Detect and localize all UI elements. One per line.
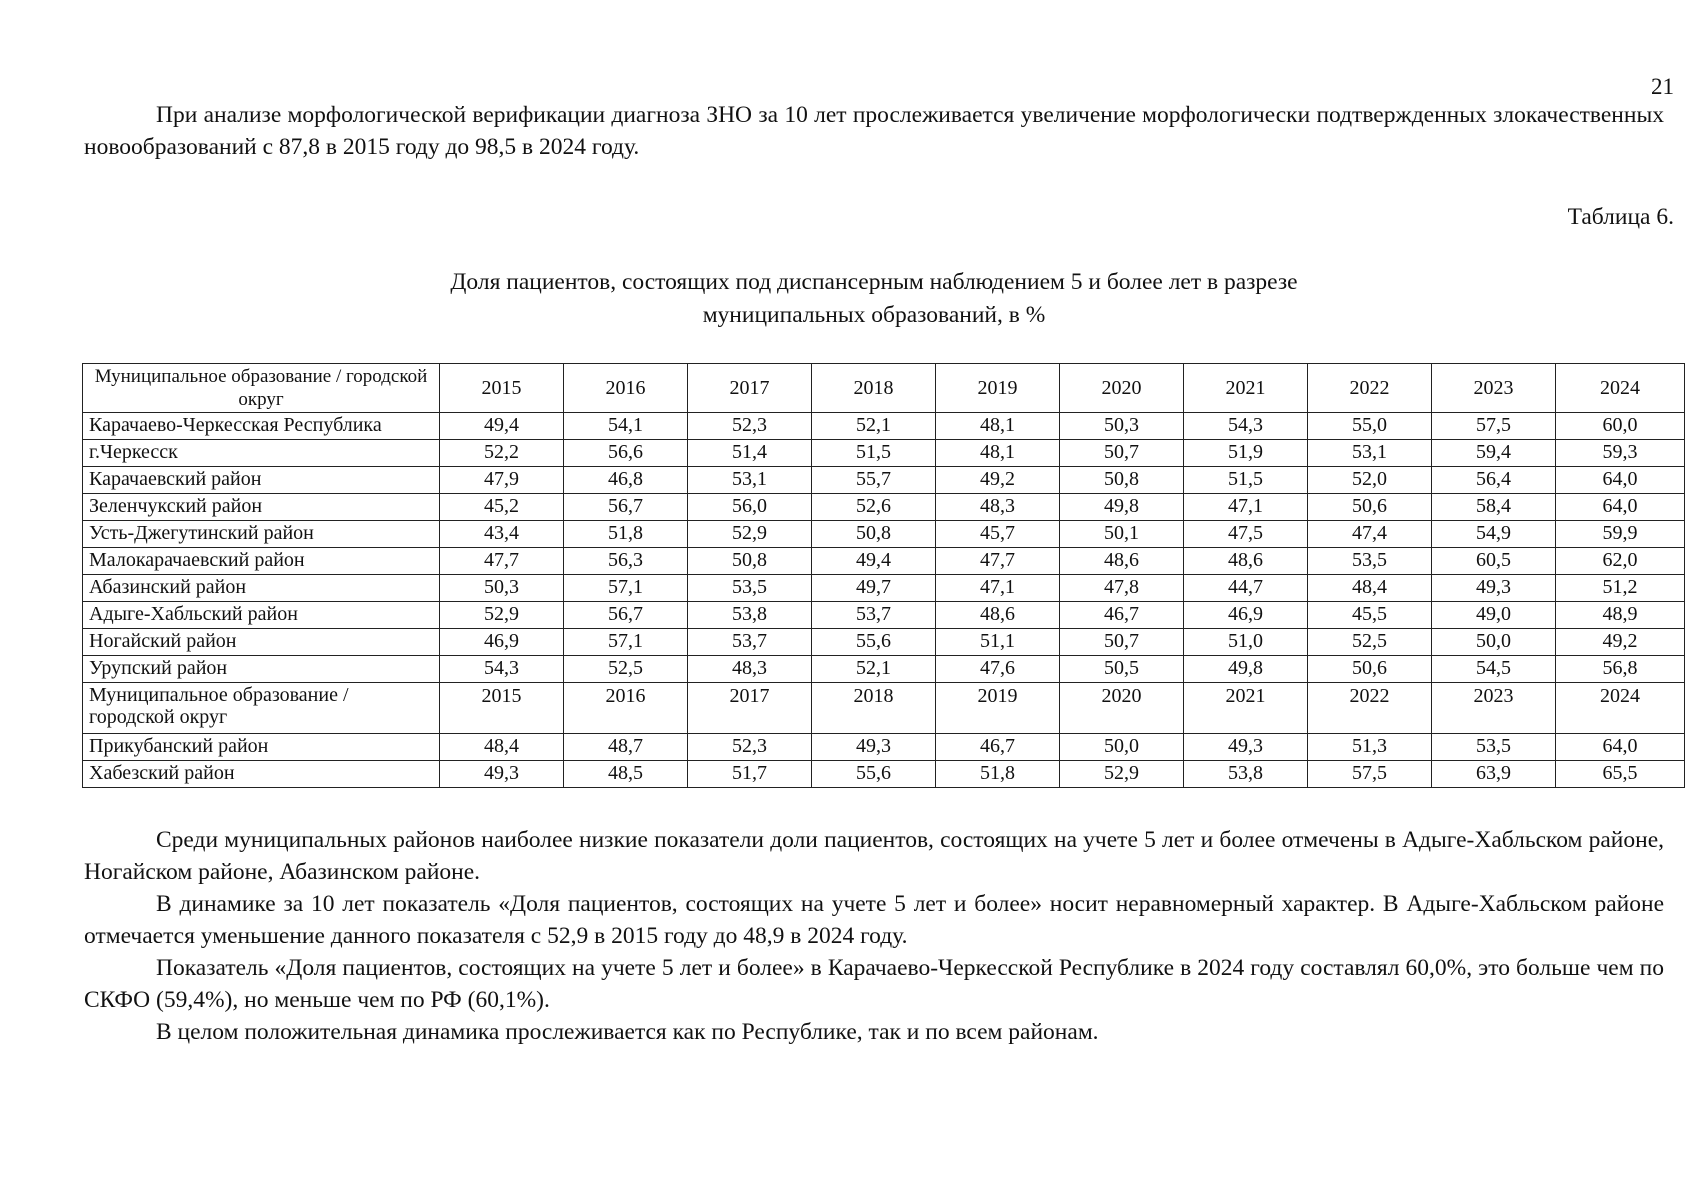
value-cell: 49,2 [1556,629,1685,656]
value-cell: 50,5 [1060,656,1184,683]
value-cell: 49,2 [936,467,1060,494]
value-cell: 49,3 [440,761,564,788]
value-cell: 51,1 [936,629,1060,656]
header-year-cell: 2020 [1060,364,1184,413]
value-cell: 47,9 [440,467,564,494]
value-cell: 53,7 [688,629,812,656]
value-cell: 53,1 [688,467,812,494]
value-cell: 46,9 [440,629,564,656]
value-cell: 55,7 [812,467,936,494]
value-cell: 49,4 [440,413,564,440]
value-cell: 50,8 [688,548,812,575]
row-name-cell: Урупский район [83,656,440,683]
value-cell: 47,5 [1184,521,1308,548]
value-cell: 43,4 [440,521,564,548]
row-name-cell: Прикубанский район [83,734,440,761]
value-cell: 50,1 [1060,521,1184,548]
value-cell: 56,7 [564,602,688,629]
value-cell: 45,7 [936,521,1060,548]
value-cell: 48,3 [688,656,812,683]
value-cell: 50,3 [1060,413,1184,440]
value-cell: 53,7 [812,602,936,629]
table-title-line-2: муниципальных образований, в % [702,302,1046,328]
row-name-cell: Хабезский район [83,761,440,788]
data-table [82,363,1685,788]
value-cell: 47,8 [1060,575,1184,602]
value-cell: 52,6 [812,494,936,521]
repeated-header-year-cell: 2018 [812,683,936,734]
header-year-cell: 2017 [688,364,812,413]
value-cell: 47,1 [1184,494,1308,521]
repeated-header-year-cell: 2021 [1184,683,1308,734]
value-cell: 51,7 [688,761,812,788]
repeated-header-name-cell: Муниципальное образование / городской округ [83,683,440,734]
value-cell: 53,5 [1308,548,1432,575]
value-cell: 63,9 [1432,761,1556,788]
findings-paragraph: Показатель «Доля пациентов, состоящих на учете 5 лет и более» в Карачаево-Черкесской Республике в 2024 году составлял 60,0%, это больше чем по СКФО (59,4%), но меньше чем по РФ (60,1%). [84,955,1664,1013]
row-name-cell: Адыге-Хабльский район [83,602,440,629]
value-cell: 52,2 [440,440,564,467]
value-cell: 46,8 [564,467,688,494]
header-year-cell: 2024 [1556,364,1685,413]
value-cell: 56,7 [564,494,688,521]
value-cell: 53,8 [688,602,812,629]
value-cell: 51,3 [1308,734,1432,761]
value-cell: 58,4 [1432,494,1556,521]
repeated-header-row [83,683,1685,734]
value-cell: 54,5 [1432,656,1556,683]
value-cell: 50,3 [440,575,564,602]
intro-section [84,99,1664,163]
value-cell: 51,5 [1184,467,1308,494]
value-cell: 48,1 [936,413,1060,440]
value-cell: 53,8 [1184,761,1308,788]
value-cell: 56,0 [688,494,812,521]
value-cell: 48,4 [440,734,564,761]
value-cell: 54,9 [1432,521,1556,548]
findings-paragraph: В динамике за 10 лет показатель «Доля пациентов, состоящих на учете 5 лет и более» носит неравномерный характер. В Адыге-Хабльском районе отмечается уменьшение данного показателя с 52,9 в 2015 году до 48,9 в 2024 году. [84,891,1664,949]
table-row [83,629,1685,656]
row-name-cell: г.Черкесск [83,440,440,467]
header-name-cell: Муниципальное образование / городской округ [83,364,440,413]
value-cell: 64,0 [1556,467,1685,494]
value-cell: 50,0 [1060,734,1184,761]
value-cell: 46,9 [1184,602,1308,629]
table-header-row [83,364,1685,413]
value-cell: 56,3 [564,548,688,575]
value-cell: 54,3 [1184,413,1308,440]
row-name-cell: Усть-Джегутинский район [83,521,440,548]
findings-paragraph: Среди муниципальных районов наиболее низкие показатели доли пациентов, состоящих на учете 5 лет и более отмечены в Адыге-Хабльском районе, Ногайском районе, Абазинском районе. [84,827,1664,885]
value-cell: 49,0 [1432,602,1556,629]
value-cell: 50,0 [1432,629,1556,656]
value-cell: 56,8 [1556,656,1685,683]
value-cell: 45,2 [440,494,564,521]
value-cell: 52,9 [1060,761,1184,788]
value-cell: 55,6 [812,761,936,788]
value-cell: 62,0 [1556,548,1685,575]
value-cell: 50,6 [1308,656,1432,683]
value-cell: 65,5 [1556,761,1685,788]
value-cell: 52,3 [688,734,812,761]
value-cell: 51,9 [1184,440,1308,467]
value-cell: 49,3 [1432,575,1556,602]
value-cell: 55,6 [812,629,936,656]
value-cell: 51,2 [1556,575,1685,602]
repeated-header-year-cell: 2019 [936,683,1060,734]
repeated-header-year-cell: 2016 [564,683,688,734]
value-cell: 59,3 [1556,440,1685,467]
value-cell: 51,5 [812,440,936,467]
value-cell: 48,4 [1308,575,1432,602]
value-cell: 50,6 [1308,494,1432,521]
value-cell: 60,5 [1432,548,1556,575]
row-name-cell: Карачаевский район [83,467,440,494]
value-cell: 49,8 [1060,494,1184,521]
table-row [83,548,1685,575]
repeated-header-year-cell: 2022 [1308,683,1432,734]
row-name-cell: Карачаево-Черкесская Республика [83,413,440,440]
value-cell: 54,3 [440,656,564,683]
table-row [83,413,1685,440]
value-cell: 49,4 [812,548,936,575]
value-cell: 50,8 [1060,467,1184,494]
value-cell: 47,4 [1308,521,1432,548]
value-cell: 53,5 [1432,734,1556,761]
value-cell: 46,7 [936,734,1060,761]
value-cell: 53,1 [1308,440,1432,467]
value-cell: 52,5 [1308,629,1432,656]
value-cell: 57,5 [1308,761,1432,788]
value-cell: 49,3 [812,734,936,761]
value-cell: 48,9 [1556,602,1685,629]
value-cell: 48,5 [564,761,688,788]
value-cell: 46,7 [1060,602,1184,629]
table-row [83,656,1685,683]
value-cell: 45,5 [1308,602,1432,629]
header-year-cell: 2018 [812,364,936,413]
header-year-cell: 2023 [1432,364,1556,413]
value-cell: 56,6 [564,440,688,467]
page-number: 21 [1651,74,1674,99]
value-cell: 55,0 [1308,413,1432,440]
row-name-cell: Абазинский район [83,575,440,602]
table-row [83,761,1685,788]
value-cell: 48,1 [936,440,1060,467]
value-cell: 60,0 [1556,413,1685,440]
value-cell: 51,8 [936,761,1060,788]
value-cell: 52,9 [440,602,564,629]
value-cell: 44,7 [1184,575,1308,602]
value-cell: 47,7 [440,548,564,575]
table-row [83,440,1685,467]
repeated-header-year-cell: 2024 [1556,683,1685,734]
value-cell: 47,6 [936,656,1060,683]
value-cell: 52,9 [688,521,812,548]
table-number: Таблица 6. [1567,204,1674,230]
value-cell: 50,7 [1060,629,1184,656]
repeated-header-year-cell: 2017 [688,683,812,734]
value-cell: 48,7 [564,734,688,761]
table-row [83,467,1685,494]
value-cell: 49,7 [812,575,936,602]
table-body [83,413,1685,788]
header-year-cell: 2016 [564,364,688,413]
value-cell: 51,0 [1184,629,1308,656]
value-cell: 52,0 [1308,467,1432,494]
value-cell: 50,7 [1060,440,1184,467]
row-name-cell: Зеленчукский район [83,494,440,521]
table-row [83,494,1685,521]
value-cell: 53,5 [688,575,812,602]
table-row [83,575,1685,602]
table-title-line-1: Доля пациентов, состоящих под диспансерным наблюдением 5 и более лет в разрезе [450,269,1298,295]
table-row [83,734,1685,761]
row-name-cell: Ногайский район [83,629,440,656]
header-year-cell: 2022 [1308,364,1432,413]
value-cell: 51,8 [564,521,688,548]
value-cell: 59,4 [1432,440,1556,467]
value-cell: 57,1 [564,629,688,656]
table-title [84,266,1664,332]
findings-paragraph: В целом положительная динамика прослеживается как по Республике, так и по всем районам. [156,1019,1099,1045]
value-cell: 54,1 [564,413,688,440]
value-cell: 52,5 [564,656,688,683]
value-cell: 48,6 [1184,548,1308,575]
repeated-header-year-cell: 2015 [440,683,564,734]
value-cell: 56,4 [1432,467,1556,494]
header-year-cell: 2021 [1184,364,1308,413]
value-cell: 64,0 [1556,734,1685,761]
value-cell: 57,5 [1432,413,1556,440]
value-cell: 50,8 [812,521,936,548]
value-cell: 59,9 [1556,521,1685,548]
value-cell: 64,0 [1556,494,1685,521]
value-cell: 48,6 [936,602,1060,629]
value-cell: 47,1 [936,575,1060,602]
value-cell: 48,3 [936,494,1060,521]
repeated-header-year-cell: 2023 [1432,683,1556,734]
repeated-header-year-cell: 2020 [1060,683,1184,734]
value-cell: 49,3 [1184,734,1308,761]
table-row [83,602,1685,629]
value-cell: 57,1 [564,575,688,602]
value-cell: 49,8 [1184,656,1308,683]
table-row [83,521,1685,548]
row-name-cell: Малокарачаевский район [83,548,440,575]
findings-section [84,824,1664,1048]
header-year-cell: 2019 [936,364,1060,413]
header-year-cell: 2015 [440,364,564,413]
value-cell: 51,4 [688,440,812,467]
value-cell: 52,1 [812,656,936,683]
value-cell: 52,3 [688,413,812,440]
value-cell: 47,7 [936,548,1060,575]
intro-paragraph: При анализе морфологической верификации диагноза ЗНО за 10 лет прослеживается увеличение морфологически подтвержденных злокачественных новообразований с 87,8 в 2015 году до 98,5 в 2024 году. [84,102,1664,160]
value-cell: 52,1 [812,413,936,440]
value-cell: 48,6 [1060,548,1184,575]
